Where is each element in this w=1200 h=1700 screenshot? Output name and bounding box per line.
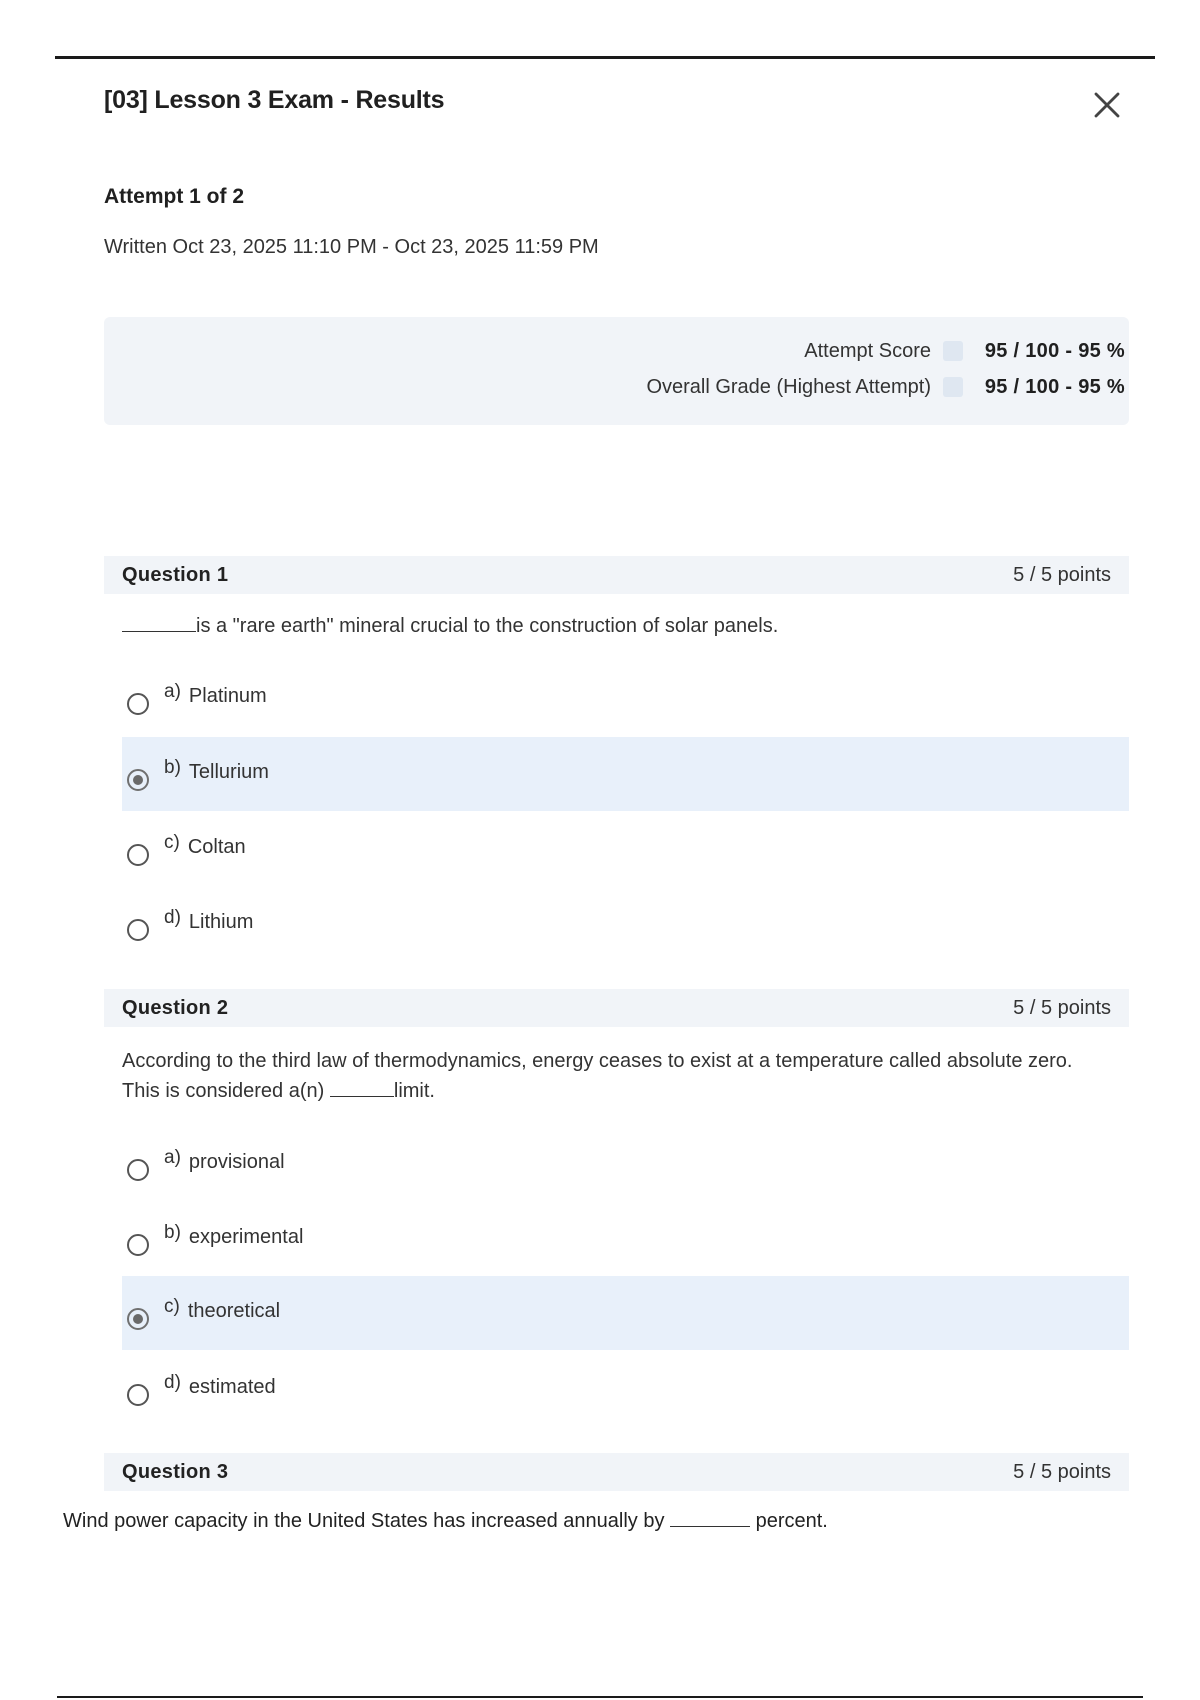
answer-blank [122,631,196,632]
radio-button[interactable] [127,844,149,866]
option-text: Tellurium [188,760,269,783]
question-1-text [122,611,778,641]
question-text-after: limit. [393,1080,435,1102]
option-text: Lithium [188,910,254,933]
attempt-score-label: Attempt Score [804,339,931,362]
question-1-option-d[interactable] [122,887,1129,961]
radio-button[interactable] [127,1384,149,1406]
overall-grade-indicator [943,377,963,397]
question-2-option-b[interactable] [122,1202,1129,1276]
overall-grade-row [646,372,1129,402]
question-text-before: This is considered a(n) [122,1080,325,1102]
option-text: experimental [188,1225,304,1248]
question-2-option-a[interactable] [122,1127,1129,1201]
radio-button-selected[interactable] [127,769,149,791]
option-letter: d) [164,907,181,928]
radio-button[interactable] [127,1159,149,1181]
radio-button[interactable] [127,693,149,715]
radio-button[interactable] [127,1234,149,1256]
option-letter: a) [164,681,181,702]
option-letter: b) [164,1222,181,1243]
option-text: Platinum [188,684,267,707]
question-points: 5 / 5 points [1013,563,1111,586]
overall-grade-label: Overall Grade (Highest Attempt) [646,375,931,398]
question-1-option-b[interactable] [122,737,1129,811]
question-2-text [122,1046,1073,1106]
attempt-score-indicator [943,341,963,361]
answer-blank [670,1526,750,1527]
question-2-header [104,989,1129,1027]
question-title: Question 1 [122,563,229,586]
option-letter: b) [164,757,181,778]
option-letter: a) [164,1147,181,1168]
radio-button-selected[interactable] [127,1308,149,1330]
question-points: 5 / 5 points [1013,996,1111,1019]
option-letter: c) [164,832,180,853]
question-2-option-d[interactable] [122,1352,1129,1426]
question-2-option-c[interactable] [122,1276,1129,1350]
bottom-rule [57,1696,1143,1698]
option-text: Coltan [187,835,246,858]
question-1-option-c[interactable] [122,812,1129,886]
question-text-line-1: According to the third law of thermodynamics, energy ceases to exist at a temperature called absolute zero. [122,1050,1073,1072]
overall-grade-value: 95 / 100 - 95 % [984,375,1125,398]
question-3-text [63,1510,828,1533]
question-text-after: percent. [755,1510,828,1532]
close-icon [1090,88,1124,122]
close-button[interactable] [1090,88,1124,122]
question-points: 5 / 5 points [1013,1460,1111,1483]
question-title: Question 2 [122,996,229,1019]
question-3-header [104,1453,1129,1491]
attempt-label: Attempt 1 of 2 [104,185,245,208]
question-text-line-2 [122,1076,1073,1106]
attempt-score-row [804,336,1129,366]
option-letter: c) [164,1296,180,1317]
attempt-score-value: 95 / 100 - 95 % [984,339,1125,362]
radio-button[interactable] [127,919,149,941]
option-text: provisional [188,1150,285,1173]
score-panel [104,317,1129,425]
written-timestamp: Written Oct 23, 2025 11:10 PM - Oct 23, 2025 11:59 PM [104,236,599,258]
question-text-after: is a "rare earth" mineral crucial to the construction of solar panels. [196,615,779,637]
option-letter: d) [164,1372,181,1393]
question-text-before: Wind power capacity in the United States has increased annually by [63,1510,665,1532]
answer-blank [330,1096,394,1097]
question-title: Question 3 [122,1460,229,1483]
question-1-option-a[interactable] [122,661,1129,735]
question-1-header [104,556,1129,594]
option-text: theoretical [187,1299,281,1322]
page-title: [03] Lesson 3 Exam - Results [104,86,445,114]
option-text: estimated [188,1375,276,1398]
top-rule [55,56,1155,59]
